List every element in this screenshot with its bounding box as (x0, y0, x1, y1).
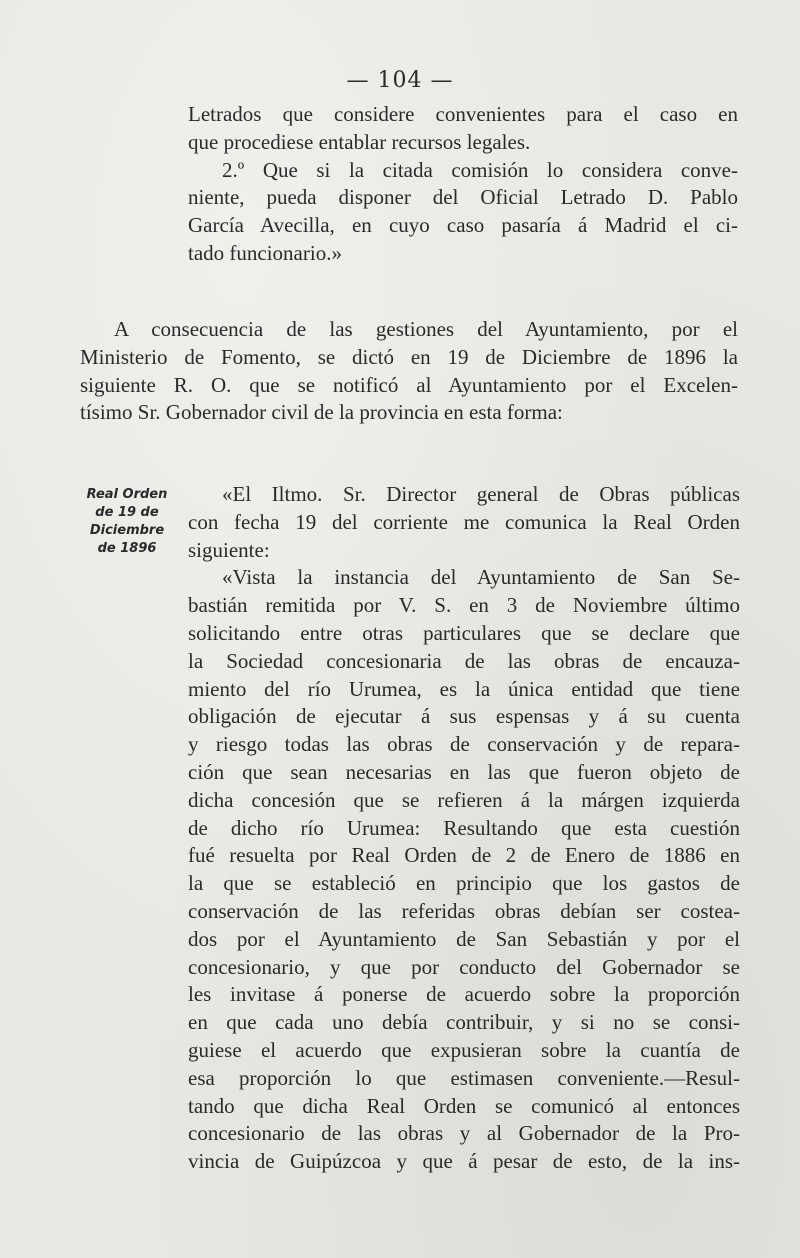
text-line: vincia de Guipúzcoa y que á pesar de esto, de la ins- (188, 1149, 740, 1174)
text-line: miento del río Urumea, es la única entidad que tiene (188, 676, 740, 701)
top-paragraph (188, 101, 738, 268)
margin-note-line: Real Orden (86, 487, 168, 502)
text-line: fué resuelta por Real Orden de 2 de Enero de 1886 en (188, 843, 740, 868)
text-line: siguiente: (188, 537, 270, 562)
text-line: de dicho río Urumea: Resultando que esta cuestión (188, 815, 740, 840)
text-line: les invitase á ponerse de acuerdo sobre la proporción (188, 982, 740, 1007)
text-line: niente, pueda disponer del Oficial Letrado D. Pablo (188, 185, 738, 210)
text-line: esa proporción lo que estimasen conveniente.—Resul- (188, 1065, 740, 1090)
text-line: «Vista la instancia del Ayuntamiento de San Se- (222, 565, 740, 590)
margin-note-line: de 19 de (95, 505, 159, 520)
text-line: concesionario de las obras y al Gobernador de la Pro- (188, 1121, 740, 1146)
text-line: A consecuencia de las gestiones del Ayuntamiento, por el (114, 317, 738, 341)
text-line: que procediese entablar recursos legales. (188, 129, 531, 154)
middle-paragraph (80, 316, 738, 427)
text-line: tado funcionario.» (188, 240, 342, 265)
text-line: García Avecilla, en cuyo caso pasaría á Madrid el ci- (188, 213, 738, 238)
text-line: en que cada uno debía contribuir, y si no se consi- (188, 1010, 740, 1035)
margin-note (82, 486, 172, 558)
text-line: ción que sean necesarias en las que fueron objeto de (188, 759, 740, 784)
text-line: la Sociedad concesionaria de las obras de encauza- (188, 648, 740, 673)
margin-note-line: Diciembre (89, 523, 165, 538)
text-line: obligación de ejecutar á sus espensas y á su cuenta (188, 704, 740, 729)
text-line: Letrados que considere convenientes para el caso en (188, 102, 738, 126)
margin-note-line: de 1896 (97, 541, 157, 556)
text-line: dicha concesión que se refieren á la márgen izquierda (188, 787, 740, 812)
page-number: — 104 — (346, 68, 454, 93)
text-line: concesionario, y que por conducto del Gobernador se (188, 954, 740, 979)
text-line: dos por el Ayuntamiento de San Sebastián y por el (188, 926, 740, 951)
text-line: tísimo Sr. Gobernador civil de la provincia en esta forma: (80, 400, 563, 425)
text-line: Ministerio de Fomento, se dictó en 19 de Diciembre de 1896 la (80, 344, 738, 369)
text-line: siguiente R. O. que se notificó al Ayuntamiento por el Excelen- (80, 372, 738, 397)
text-line: bastián remitida por V. S. en 3 de Noviembre último (188, 593, 740, 618)
text-line: solicitando entre otras particulares que se declare que (188, 620, 740, 645)
text-line: tando que dicha Real Orden se comunicó al entonces (188, 1093, 740, 1118)
text-line: 2.º Que si la citada comisión lo considera conve- (222, 157, 738, 182)
text-line: conservación de las referidas obras debían ser costea- (188, 898, 740, 923)
text-line: y riesgo todas las obras de conservación y de repara- (188, 732, 740, 757)
text-line: «El Iltmo. Sr. Director general de Obras públicas (222, 482, 740, 506)
text-line: la que se estableció en principio que los gastos de (188, 871, 740, 896)
text-line: con fecha 19 del corriente me comunica la Real Orden (188, 509, 740, 534)
text-line: guiese el acuerdo que expusieran sobre la cuantía de (188, 1037, 740, 1062)
main-paragraph (188, 481, 740, 1176)
